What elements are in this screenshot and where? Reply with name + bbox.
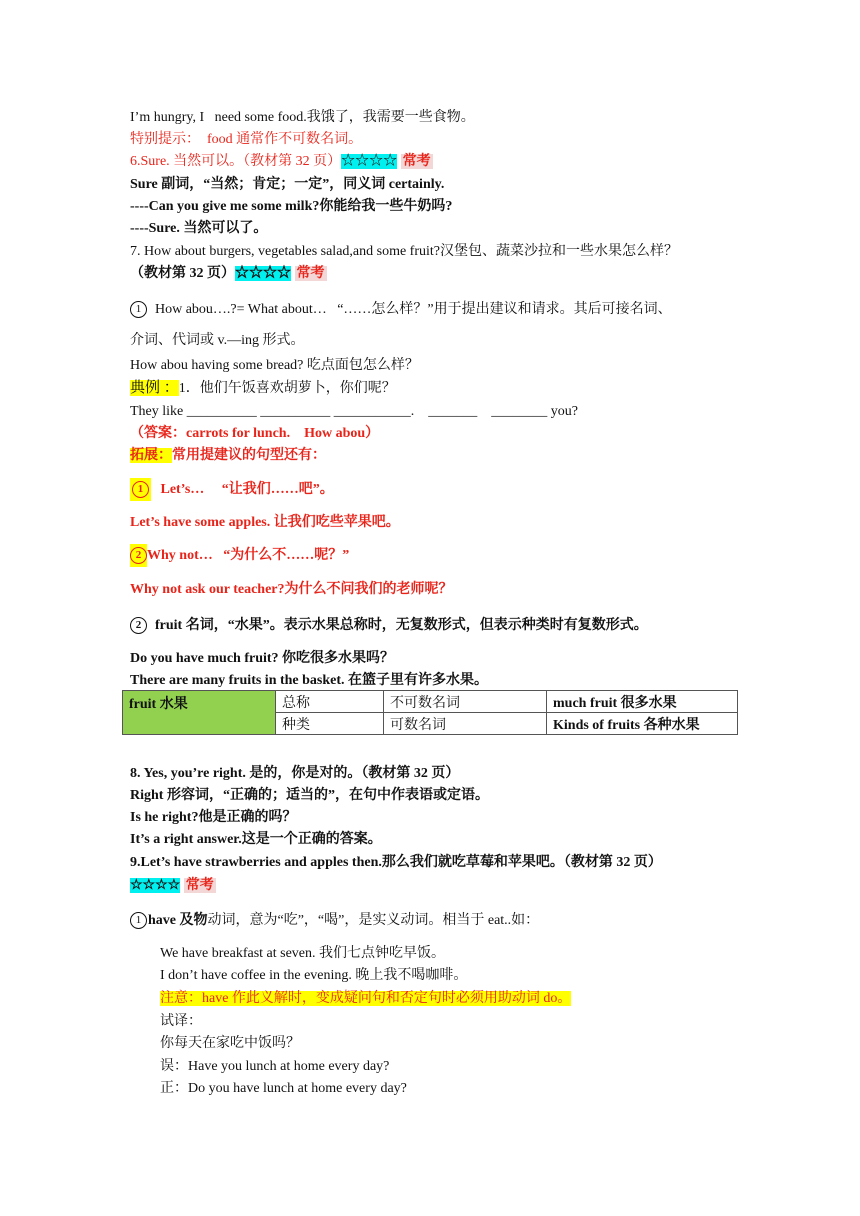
item-7-source xyxy=(130,264,327,284)
example-question: 1．他们午饭喜欢胡萝卜，你们呢？ xyxy=(178,381,396,396)
have-example-1: We have breakfast at seven. 我们七点钟吃早饭。 xyxy=(160,946,446,961)
dialog-answer: ----Sure. 当然可以了。 xyxy=(130,221,268,236)
table-cell: 种类 xyxy=(276,713,384,735)
fruit-definition: fruit 名词，“水果”。表示水果总称时，无复数形式，但表示种类时有复数形式。 xyxy=(155,618,648,633)
star-rating: ☆☆☆☆ xyxy=(130,878,181,893)
why-not-example: Why not ask our teacher?为什么不问我们的老师呢？ xyxy=(130,582,453,597)
circled-number-two: 2 xyxy=(130,547,147,564)
have-example-2: I don’t have coffee in the evening. 晚上我不喝咖啡。 xyxy=(160,968,468,983)
right-example-1: Is he right?他是正确的吗？ xyxy=(130,810,297,825)
circled-number-one: 1 xyxy=(130,912,147,929)
circled-number-two: 2 xyxy=(130,617,147,634)
table-cell: much fruit 很多水果 xyxy=(547,691,738,713)
note-text: have 作此义解时，变成疑问句和否定句时必须用助动词 do。 xyxy=(202,991,572,1006)
correct-answer: 正：Do you have lunch at home every day? xyxy=(160,1081,407,1096)
lets-example: Let’s have some apples. 让我们吃些苹果吧。 xyxy=(130,515,400,530)
have-explanation: 动词，意为“吃”，“喝”，是实义动词。相当于 eat..如： xyxy=(207,913,540,928)
circled-number-badge xyxy=(130,544,147,567)
frequent-tag: 常考 xyxy=(402,154,431,169)
example-label-line xyxy=(130,378,396,399)
why-not-text: Why not… “为什么不……呢？” xyxy=(147,548,350,563)
note-line xyxy=(160,989,571,1009)
textbook-page: （教材第 32 页） xyxy=(130,266,235,281)
wrong-answer: 误：Have you lunch at home every day? xyxy=(160,1059,390,1074)
sentence-hungry: I’m hungry, I need some food.我饿了，我需要一些食物。 xyxy=(130,110,475,125)
example-label: 典例 ： xyxy=(130,380,179,396)
point-1-text: How abou….?= What about… “……怎么样？”用于提出建议和请求。其后可接名词、 xyxy=(155,302,672,317)
circled-number-badge xyxy=(130,478,151,501)
star-rating: ☆☆☆☆ xyxy=(341,154,398,169)
have-verb-point xyxy=(130,911,539,931)
item-6-heading xyxy=(130,152,433,172)
frequent-tag: 常考 xyxy=(296,266,325,281)
item-6-title: 6.Sure. 当然可以。（教材第 32 页） xyxy=(130,154,342,169)
dialog-question: ----Can you give me some milk?你能给我一些牛奶吗? xyxy=(130,199,453,214)
item-9-title: 9.Let’s have strawberries and apples then.那么我们就吃草莓和苹果吧。（教材第 32 页） xyxy=(130,855,662,870)
table-header-cell: fruit 水果 xyxy=(123,691,276,735)
sure-definition: Sure 副词，“当然；肯定；一定”，同义词 certainly. xyxy=(130,177,445,192)
table-cell: 总称 xyxy=(276,691,384,713)
extension-line xyxy=(130,446,326,466)
right-definition: Right 形容词，“正确的；适当的”，在句中作表语或定语。 xyxy=(130,788,489,803)
item-9-rating xyxy=(130,876,216,896)
why-not-pattern xyxy=(130,546,349,566)
try-translate-label: 试译： xyxy=(160,1014,202,1029)
lets-pattern-text: Let’s… “让我们……吧”。 xyxy=(160,482,334,497)
fruit-example-1: Do you have much fruit? 你吃很多水果吗？ xyxy=(130,651,395,666)
fill-blank-exercise: They like __________ __________ ___________. _______ ________ you? xyxy=(130,404,578,419)
lets-pattern xyxy=(130,480,334,500)
frequent-tag: 常考 xyxy=(185,878,214,893)
point-2-fruit xyxy=(130,616,648,636)
example-bread: How abou having some bread? 吃点面包怎么样？ xyxy=(130,358,419,373)
circled-number-one: 1 xyxy=(130,301,147,318)
item-7-title: 7. How about burgers, vegetables salad,and some fruit?汉堡包、蔬菜沙拉和一些水果怎么样？ xyxy=(130,244,678,259)
extension-text: 常用提建议的句型还有： xyxy=(172,448,326,463)
point-1-how-about xyxy=(130,300,672,320)
answer-line: （答案：carrots for lunch. How abou） xyxy=(130,426,380,441)
table-cell: 不可数名词 xyxy=(384,691,547,713)
table-cell: 可数名词 xyxy=(384,713,547,735)
table-cell: Kinds of fruits 各种水果 xyxy=(547,713,738,735)
special-tip: 特别提示： food 通常作不可数名词。 xyxy=(130,132,363,147)
translate-question: 你每天在家吃中饭吗？ xyxy=(160,1036,300,1051)
item-8-title: 8. Yes, you’re right. 是的，你是对的。（教材第 32 页） xyxy=(130,766,460,781)
right-example-2: It’s a right answer.这是一个正确的答案。 xyxy=(130,832,382,847)
point-1-continued: 介词、代词或 v.—ing 形式。 xyxy=(130,333,305,348)
table-row xyxy=(123,691,738,713)
star-rating: ☆☆☆☆ xyxy=(235,266,291,281)
fruit-usage-table xyxy=(122,690,738,735)
fruit-example-2: There are many fruits in the basket. 在篮子里有许多水果。 xyxy=(130,673,489,688)
have-transitive-label: have 及物 xyxy=(148,913,208,928)
circled-number-one: 1 xyxy=(132,481,149,498)
extension-label: 拓展： xyxy=(130,448,172,463)
note-label: 注意： xyxy=(160,991,202,1006)
